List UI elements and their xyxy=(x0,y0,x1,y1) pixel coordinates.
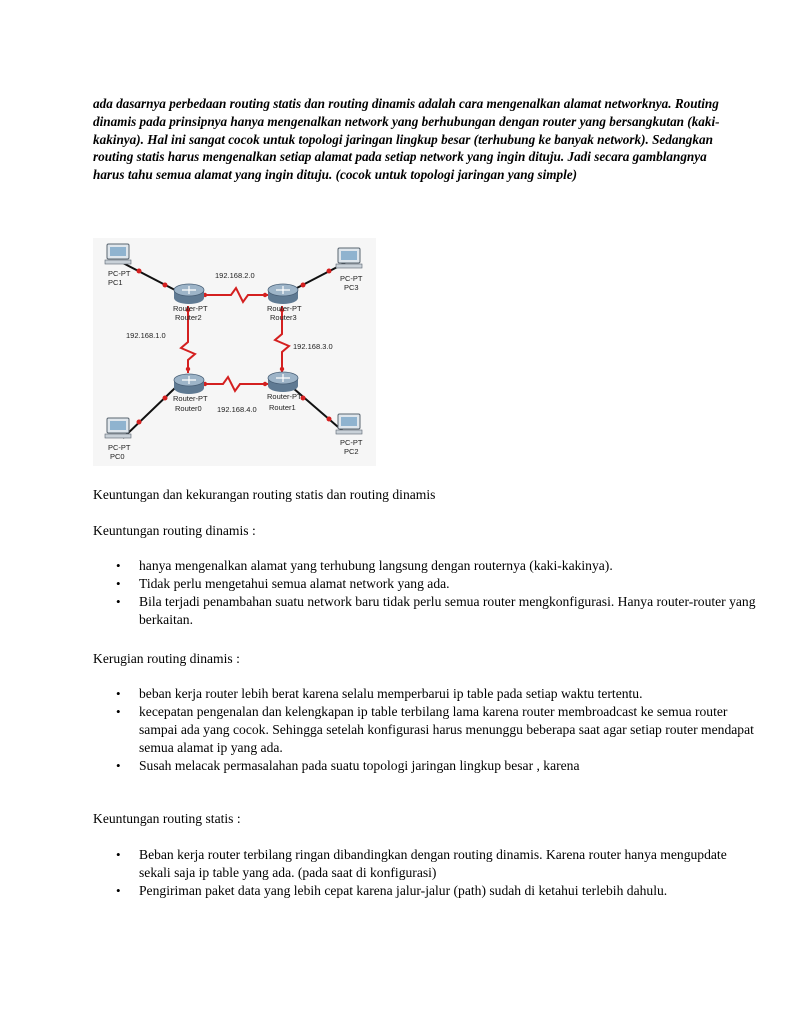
router2-name-label: Router2 xyxy=(175,313,202,322)
router3-type-label: Router-PT xyxy=(267,304,302,313)
router0-icon xyxy=(174,374,204,394)
pc0-computer-icon xyxy=(105,418,131,438)
router0-name-label: Router0 xyxy=(175,404,202,413)
list-item: • Tidak perlu mengetahui semua alamat network yang ada. xyxy=(139,575,759,593)
dinamis-disadvantages-title: Kerugian routing dinamis : xyxy=(93,651,240,666)
router3-name-label: Router3 xyxy=(270,313,297,322)
pc2-type-label: PC-PT xyxy=(340,438,363,447)
pc0-router0-link xyxy=(123,388,175,438)
router0-router1-link xyxy=(201,377,269,391)
pc2-name-label: PC2 xyxy=(344,447,359,456)
dinamis-advantages-title: Keuntungan routing dinamis : xyxy=(93,523,256,538)
network-label-4: 192.168.4.0 xyxy=(217,405,257,414)
router1-name-label: Router1 xyxy=(269,403,296,412)
pc3-name-label: PC3 xyxy=(344,283,359,292)
router1-type-label: Router-PT xyxy=(267,392,302,401)
pc1-name-label: PC1 xyxy=(108,278,123,287)
router0-type-label: Router-PT xyxy=(173,394,208,403)
router2-type-label: Router-PT xyxy=(173,304,208,313)
statis-advantages-title: Keuntungan routing statis : xyxy=(93,811,241,826)
dinamis-advantages-list xyxy=(93,557,759,629)
list-item: • Beban kerja router terbilang ringan dibandingkan dengan routing dinamis. Karena router hanya mengupdate sekali saja ip table yang ada. (pada saat di konfigurasi) xyxy=(139,846,759,882)
router3-icon xyxy=(268,284,298,304)
network-label-1: 192.168.1.0 xyxy=(126,331,166,340)
list-item: • Susah melacak permasalahan pada suatu topologi jaringan lingkup besar , karena xyxy=(139,757,759,775)
network-label-3: 192.168.3.0 xyxy=(293,342,333,351)
list-item: • Pengiriman paket data yang lebih cepat karena jalur-jalur (path) sudah di ketahui terlebih dahulu. xyxy=(139,882,759,900)
statis-advantages-list xyxy=(93,846,759,900)
list-item: • hanya mengenalkan alamat yang terhubung langsung dengan routernya (kaki-kakinya). xyxy=(139,557,759,575)
pc1-computer-icon xyxy=(105,244,131,264)
pc2-computer-icon xyxy=(336,414,362,434)
pc0-type-label: PC-PT xyxy=(108,443,131,452)
list-item: • Bila terjadi penambahan suatu network baru tidak perlu semua router mengkonfigurasi. Hanya router-router yang berkaitan. xyxy=(139,593,759,629)
router1-icon xyxy=(268,372,298,392)
pc3-type-label: PC-PT xyxy=(340,274,363,283)
network-label-2: 192.168.2.0 xyxy=(215,271,255,280)
pc1-type-label: PC-PT xyxy=(108,269,131,278)
list-item: • kecepatan pengenalan dan kelengkapan ip table terbilang lama karena router membroadcast ke semua router sampai ada yang cocok. Sehingga setelah konfigurasi harus menunggu beberapa saat agar setiap router mendapat semua alamat ip yang ada. xyxy=(139,703,759,757)
dinamis-disadvantages-list xyxy=(93,685,759,775)
list-item: • beban kerja router lebih berat karena selalu memperbarui ip table pada setiap waktu tertentu. xyxy=(139,685,759,703)
router2-icon xyxy=(174,284,204,304)
section-heading: Keuntungan dan kekurangan routing statis dan routing dinamis xyxy=(93,487,436,502)
router2-router3-link xyxy=(201,288,269,302)
pc0-name-label: PC0 xyxy=(110,452,125,461)
network-topology-diagram xyxy=(93,238,376,466)
intro-paragraph: ada dasarnya perbedaan routing statis dan routing dinamis adalah cara mengenalkan alamat networknya. Routing dinamis pada prinsipnya hanya mengenalkan network yang berhubungan dengan router yang bersangkutan (kaki-kakinya). Hal ini sangat cocok untuk topologi jaringan lingkup besar (terhubung ke banyak network). Sedangkan routing statis harus mengenalkan setiap alamat pada setiap network yang ingin dituju. Jadi secara gamblangnya harus tahu semua alamat yang ingin dituju. (cocok untuk topologi jaringan yang simple) xyxy=(93,96,720,183)
pc3-computer-icon xyxy=(336,248,362,268)
